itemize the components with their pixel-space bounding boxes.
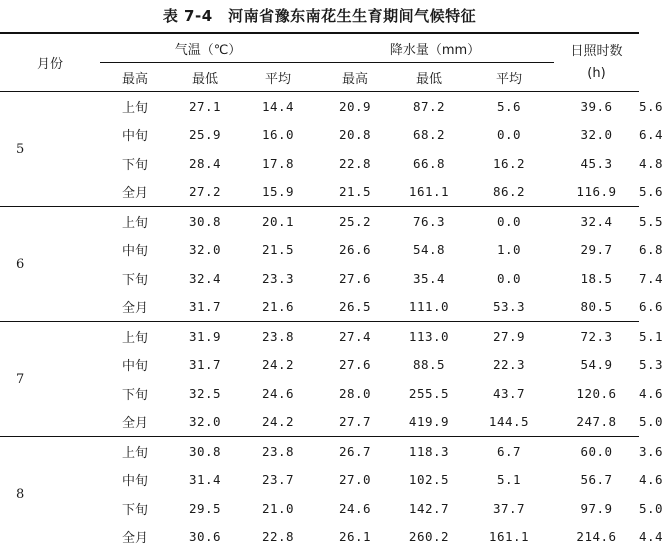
temp-max-cell: 32.0: [170, 236, 240, 265]
temp-min-cell: 21.0: [240, 494, 316, 523]
rain-max-cell: 35.4: [394, 264, 464, 293]
table-row: 下旬 28.4 17.8 22.8 66.8 16.2 45.3 4.8: [0, 149, 639, 178]
period-cell: 上旬: [100, 322, 170, 351]
month-cell: 5: [0, 92, 100, 207]
period-cell: 下旬: [100, 264, 170, 293]
rain-min-cell: 27.9: [464, 322, 554, 351]
temp-avg-cell: 26.5: [316, 293, 394, 322]
rain-avg-cell: 120.6: [554, 379, 639, 408]
table-row: 全月 31.7 21.6 26.5 111.0 53.3 80.5 6.6: [0, 293, 639, 322]
rain-min-cell: 86.2: [464, 178, 554, 207]
rain-group-header: 降水量（mm）: [316, 33, 554, 63]
temp-avg-cell: 24.6: [316, 494, 394, 523]
temp-max-cell: 27.1: [170, 92, 240, 121]
temp-min-header: 最低: [170, 63, 240, 92]
rain-max-cell: 113.0: [394, 322, 464, 351]
temp-max-cell: 32.5: [170, 379, 240, 408]
temp-min-cell: 23.7: [240, 466, 316, 495]
rain-avg-cell: 45.3: [554, 149, 639, 178]
table-row: 中旬 31.4 23.7 27.0 102.5 5.1 56.7 4.6: [0, 466, 639, 495]
temp-avg-cell: 20.8: [316, 121, 394, 150]
rain-min-cell: 144.5: [464, 408, 554, 437]
period-cell: 上旬: [100, 92, 170, 121]
month-cell: 6: [0, 207, 100, 322]
temp-max-cell: 28.4: [170, 149, 240, 178]
rain-min-cell: 5.1: [464, 466, 554, 495]
rain-max-cell: 255.5: [394, 379, 464, 408]
temp-avg-cell: 22.8: [316, 149, 394, 178]
table-row: 5 上旬 27.1 14.4 20.9 87.2 5.6 39.6 5.6: [0, 92, 639, 121]
period-cell: 中旬: [100, 121, 170, 150]
rain-avg-cell: 39.6: [554, 92, 639, 121]
temp-min-cell: 17.8: [240, 149, 316, 178]
temp-avg-header: 平均: [240, 63, 316, 92]
temp-max-cell: 31.9: [170, 322, 240, 351]
temp-avg-cell: 27.4: [316, 322, 394, 351]
table-row: 全月 30.6 22.8 26.1 260.2 161.1 214.6 4.4: [0, 523, 639, 551]
temp-min-cell: 15.9: [240, 178, 316, 207]
rain-max-cell: 142.7: [394, 494, 464, 523]
temp-max-cell: 30.6: [170, 523, 240, 551]
temp-avg-cell: 27.7: [316, 408, 394, 437]
rain-max-cell: 87.2: [394, 92, 464, 121]
period-cell: 下旬: [100, 149, 170, 178]
table-row: 全月 32.0 24.2 27.7 419.9 144.5 247.8 5.0: [0, 408, 639, 437]
rain-min-cell: 1.0: [464, 236, 554, 265]
rain-min-cell: 161.1: [464, 523, 554, 551]
rain-avg-cell: 60.0: [554, 437, 639, 466]
temp-max-cell: 29.5: [170, 494, 240, 523]
period-cell: 全月: [100, 523, 170, 551]
temp-min-cell: 20.1: [240, 207, 316, 236]
temp-max-cell: 31.7: [170, 293, 240, 322]
temp-max-cell: 25.9: [170, 121, 240, 150]
temp-max-cell: 30.8: [170, 437, 240, 466]
rain-avg-cell: 32.0: [554, 121, 639, 150]
temp-avg-cell: 26.7: [316, 437, 394, 466]
period-cell: 全月: [100, 178, 170, 207]
rain-min-cell: 5.6: [464, 92, 554, 121]
climate-table: [0, 32, 639, 551]
table-body: [0, 92, 639, 551]
rain-avg-cell: 97.9: [554, 494, 639, 523]
temp-min-cell: 16.0: [240, 121, 316, 150]
rain-min-cell: 16.2: [464, 149, 554, 178]
temp-max-cell: 31.7: [170, 351, 240, 380]
temp-min-cell: 24.2: [240, 408, 316, 437]
rain-avg-cell: 247.8: [554, 408, 639, 437]
rain-avg-cell: 72.3: [554, 322, 639, 351]
rain-avg-cell: 29.7: [554, 236, 639, 265]
table-row: 下旬 32.4 23.3 27.6 35.4 0.0 18.5 7.4: [0, 264, 639, 293]
rain-min-cell: 37.7: [464, 494, 554, 523]
temp-min-cell: 24.6: [240, 379, 316, 408]
temp-min-cell: 21.5: [240, 236, 316, 265]
table-row: 下旬 32.5 24.6 28.0 255.5 43.7 120.6 4.6: [0, 379, 639, 408]
rain-max-cell: 54.8: [394, 236, 464, 265]
rain-min-cell: 0.0: [464, 264, 554, 293]
temp-avg-cell: 26.6: [316, 236, 394, 265]
rain-avg-cell: 56.7: [554, 466, 639, 495]
rain-avg-cell: 214.6: [554, 523, 639, 551]
period-cell: 中旬: [100, 351, 170, 380]
period-cell: 全月: [100, 293, 170, 322]
temp-min-cell: 14.4: [240, 92, 316, 121]
header-row-top: [0, 33, 639, 63]
table-title: 表 7-4 河南省豫东南花生生育期间气候特征: [0, 4, 639, 28]
table-header: [0, 33, 639, 92]
sunshine-header: [554, 33, 639, 92]
sunshine-header-line1: 日照时数: [570, 44, 622, 59]
temp-avg-cell: 27.6: [316, 264, 394, 293]
temp-max-cell: 27.2: [170, 178, 240, 207]
temp-max-cell: 32.0: [170, 408, 240, 437]
rain-max-cell: 161.1: [394, 178, 464, 207]
month-cell: 8: [0, 437, 100, 551]
rain-max-header: 最高: [316, 63, 394, 92]
temp-avg-cell: 25.2: [316, 207, 394, 236]
table-row: 中旬 25.9 16.0 20.8 68.2 0.0 32.0 6.4: [0, 121, 639, 150]
period-cell: 中旬: [100, 236, 170, 265]
temp-group-header: 气温（℃）: [100, 33, 316, 63]
rain-max-cell: 111.0: [394, 293, 464, 322]
period-cell: 下旬: [100, 379, 170, 408]
rain-max-cell: 88.5: [394, 351, 464, 380]
temp-avg-cell: 27.0: [316, 466, 394, 495]
rain-min-cell: 6.7: [464, 437, 554, 466]
table-row: 7 上旬 31.9 23.8 27.4 113.0 27.9 72.3 5.1: [0, 322, 639, 351]
rain-avg-header: 平均: [464, 63, 554, 92]
sunshine-header-line2: (h): [587, 66, 605, 81]
rain-avg-cell: 80.5: [554, 293, 639, 322]
rain-max-cell: 419.9: [394, 408, 464, 437]
rain-avg-cell: 32.4: [554, 207, 639, 236]
month-cell: 7: [0, 322, 100, 437]
rain-avg-cell: 54.9: [554, 351, 639, 380]
rain-min-cell: 22.3: [464, 351, 554, 380]
rain-avg-cell: 116.9: [554, 178, 639, 207]
rain-max-cell: 66.8: [394, 149, 464, 178]
temp-avg-cell: 26.1: [316, 523, 394, 551]
rain-min-cell: 0.0: [464, 207, 554, 236]
temp-avg-cell: 27.6: [316, 351, 394, 380]
table-row: 全月 27.2 15.9 21.5 161.1 86.2 116.9 5.6: [0, 178, 639, 207]
table-row: 下旬 29.5 21.0 24.6 142.7 37.7 97.9 5.0: [0, 494, 639, 523]
rain-max-cell: 118.3: [394, 437, 464, 466]
rain-max-cell: 68.2: [394, 121, 464, 150]
rain-min-cell: 53.3: [464, 293, 554, 322]
rain-min-cell: 0.0: [464, 121, 554, 150]
rain-max-cell: 260.2: [394, 523, 464, 551]
temp-min-cell: 22.8: [240, 523, 316, 551]
month-header: 月份: [0, 33, 100, 92]
temp-max-cell: 32.4: [170, 264, 240, 293]
rain-avg-cell: 18.5: [554, 264, 639, 293]
temp-min-cell: 23.8: [240, 437, 316, 466]
temp-avg-cell: 20.9: [316, 92, 394, 121]
period-cell: 全月: [100, 408, 170, 437]
temp-max-cell: 30.8: [170, 207, 240, 236]
rain-max-cell: 102.5: [394, 466, 464, 495]
temp-avg-cell: 21.5: [316, 178, 394, 207]
table-row: 中旬 31.7 24.2 27.6 88.5 22.3 54.9 5.3: [0, 351, 639, 380]
temp-min-cell: 23.8: [240, 322, 316, 351]
table-row: 中旬 32.0 21.5 26.6 54.8 1.0 29.7 6.8: [0, 236, 639, 265]
temp-min-cell: 23.3: [240, 264, 316, 293]
rain-max-cell: 76.3: [394, 207, 464, 236]
temp-max-cell: 31.4: [170, 466, 240, 495]
temp-min-cell: 21.6: [240, 293, 316, 322]
table-row: 6 上旬 30.8 20.1 25.2 76.3 0.0 32.4 5.5: [0, 207, 639, 236]
period-cell: 上旬: [100, 437, 170, 466]
period-cell: 下旬: [100, 494, 170, 523]
temp-avg-cell: 28.0: [316, 379, 394, 408]
rain-min-cell: 43.7: [464, 379, 554, 408]
rain-min-header: 最低: [394, 63, 464, 92]
table-row: 8 上旬 30.8 23.8 26.7 118.3 6.7 60.0 3.6: [0, 437, 639, 466]
temp-max-header: 最高: [100, 63, 170, 92]
period-cell: 中旬: [100, 466, 170, 495]
period-cell: 上旬: [100, 207, 170, 236]
temp-min-cell: 24.2: [240, 351, 316, 380]
